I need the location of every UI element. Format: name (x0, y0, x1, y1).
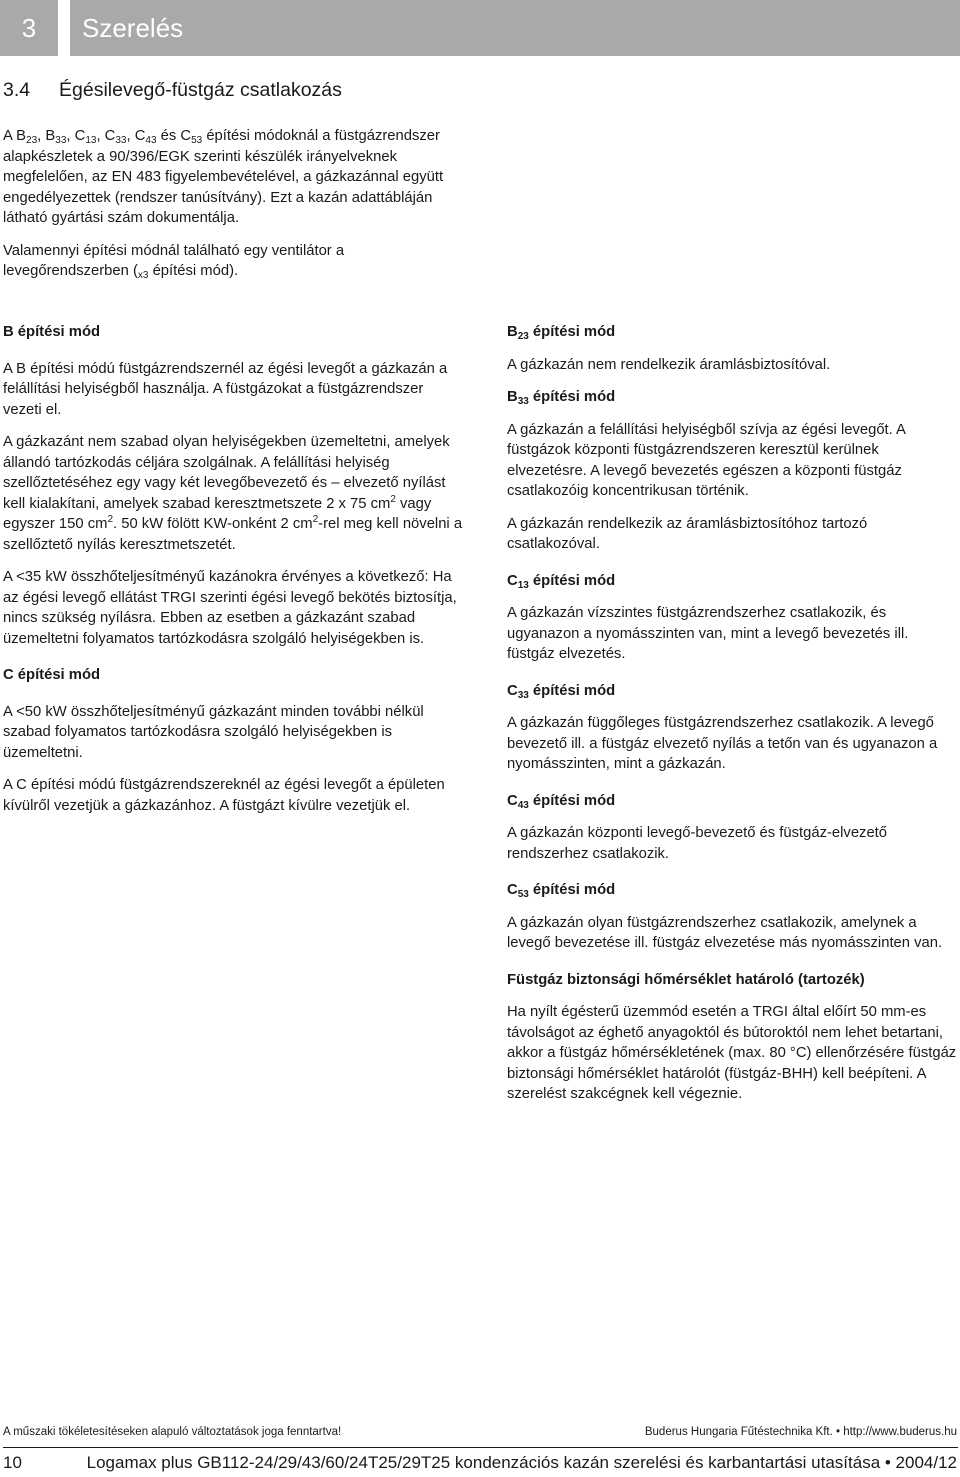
bhh-heading: Füstgáz biztonsági hőmérséklet határoló (tartozék) (507, 971, 865, 988)
intro-text (3, 126, 473, 282)
c13-heading: $C_{13}$ építési mód (507, 572, 616, 591)
b33-heading: $B_{33}$ építési mód (507, 389, 616, 407)
right-column (507, 322, 957, 1105)
footer-divider (3, 1447, 958, 1448)
footer-company: Buderus Hungaria Fűtéstechnika Kft. • http://www.buderus.hu (644, 1426, 957, 1438)
c33-heading: $C_{33}$ építési mód (507, 682, 616, 701)
b23-heading: $B_{23}$ építési mód (507, 324, 616, 342)
section-title: Égésilevegő-füstgáz csatlakozás (59, 79, 342, 101)
chapter-number-box (0, 0, 58, 56)
chapter-title: Szerelés (82, 12, 184, 43)
bhh-paragraph: Ha nyílt égésterű üzemmód esetén a TRGI által előírt 50 mm-es távolságot az éghető anyagoktól és bútoroktól nem lehet betartani, akkor a füstgáz hőmérsékletének (max. 80 °C) ellenőrzésére füstgáz biztonsági hőmérséklet határolót (füstgáz-BHH) kell beépíteni. A szerelést szakcégnek kell végeznie. (507, 1004, 957, 1102)
footer-disclaimer: A műszaki tökéletesítéseken alapuló változtatások joga fenntartva! (3, 1426, 342, 1438)
chapter-number: 3 (21, 12, 37, 43)
intro-paragraph-1: A $B_{23}$, $B_{33}$, $C_{13}$, $C_{33}$, $C_{43}$ és $C_{53}$ építési módoknál a füstgázrendszer alapkészletek a 90/396/EGK szerinti készülék irányelveknek megfelelően, az EN 483 figyelembevételével, a gázkazánnal együtt engedélyezettek (rendszer tanúsítvány). Ezt a kazán adattábláján látható gyártási szám dokumentálja. (3, 128, 444, 226)
b33-paragraph-2: A gázkazán rendelkezik az áramlásbiztosítóhoz tartozó csatlakozóval. (507, 515, 868, 552)
b-paragraph-2: A gázkazánt nem szabad olyan helyiségekben üzemeltetni, amelyek állandó tartózkodás céljára szolgálnak. A felállítási helyiség szellőztetéséhez egy vagy két levegőbevezető és – elvezető nyílást kell kialakítani, amelyek szabad keresztmetszete 2 x 75 $cm^2$ vagy egyszer 150 $cm^2$. 50 kW fölött KW-onként 2 $cm^2$-rel meg kell növelni a szellőztető nyílás keresztmetszetét. (3, 434, 463, 553)
section-heading (3, 79, 342, 102)
b33-paragraph-1: A gázkazán a felállítási helyiségből szívja az égési levegőt. A füstgázok központi füstgázrendszeren keresztül kerülnek elvezetésre. A levegő bevezetés egészen a központi füstgáz csatlakozóig koncentrikusan történik. (507, 421, 906, 499)
b-paragraph-3: A <35 kW összhőteljesítményű kazánokra érvényes a következő: Ha az égési levegő ellátást TRGI szerinti égési levegő bekötés biztosítja, nincs szükség nyílásra. Ebben az esetben a gázkazánt szabad üzemeltetni folyamatos tartózkodásra szolgáló helyiségekben is. (3, 569, 457, 647)
b-heading: B építési mód (3, 324, 101, 340)
section-number: 3.4 (3, 79, 31, 101)
c43-heading: $C_{43}$ építési mód (507, 792, 616, 811)
c-paragraph-2: A C építési módú füstgázrendszereknél az égési levegőt a épületen kívülről vezetjük a gázkazánhoz. A füstgázt kívülre vezetjük el. (3, 777, 445, 814)
c-heading: C építési mód (3, 667, 101, 683)
b-paragraph-1: A B építési módú füstgázrendszernél az égési levegőt a gázkazán a felállítási helyiségből használja. A füstgázokat a füstgázrendszer vezeti el. (3, 360, 448, 418)
intro-paragraph-2: Valamennyi építési módnál található egy ventilátor a levegőrendszerben ($_{x3}$ építési mód). (3, 242, 345, 281)
c33-paragraph: A gázkazán függőleges füstgázrendszerhez csatlakozik. A levegő bevezető ill. a füstgáz elvezető nyílás a tetőn van és ugyanazon a nyomásszinten, mint a gázkazán. (507, 715, 938, 772)
c-paragraph-1: A <50 kW összhőteljesítményű gázkazánt minden további nélkül szabad folyamatos tartózkodásra szolgáló helyiségekben is üzemeltetni. (3, 703, 424, 761)
c13-paragraph: A gázkazán vízszintes füstgázrendszerhez csatlakozik, és ugyanazon a nyomásszinten van, mint a levegő bevezetés ill. füstgáz elvezetés. (507, 605, 909, 662)
page-number: 10 (3, 1453, 22, 1472)
document-title: Logamax plus GB112-24/29/43/60/24T25/29T25 kondenzációs kazán szerelési és karbantartási utasítása • 2004/12 (86, 1453, 957, 1472)
c53-paragraph: A gázkazán olyan füstgázrendszerhez csatlakozik, amelynek a levegő bevezetése ill. füstgáz elvezetése más nyomásszinten van. (507, 914, 943, 951)
c43-paragraph: A gázkazán központi levegő-bevezető és füstgáz-elvezető rendszerhez csatlakozik. (507, 825, 888, 862)
b23-paragraph: A gázkazán nem rendelkezik áramlásbiztosítóval. (507, 356, 831, 373)
left-column (3, 322, 463, 816)
c53-heading: $C_{53}$ építési mód (507, 882, 616, 900)
chapter-title-bar (70, 0, 960, 56)
